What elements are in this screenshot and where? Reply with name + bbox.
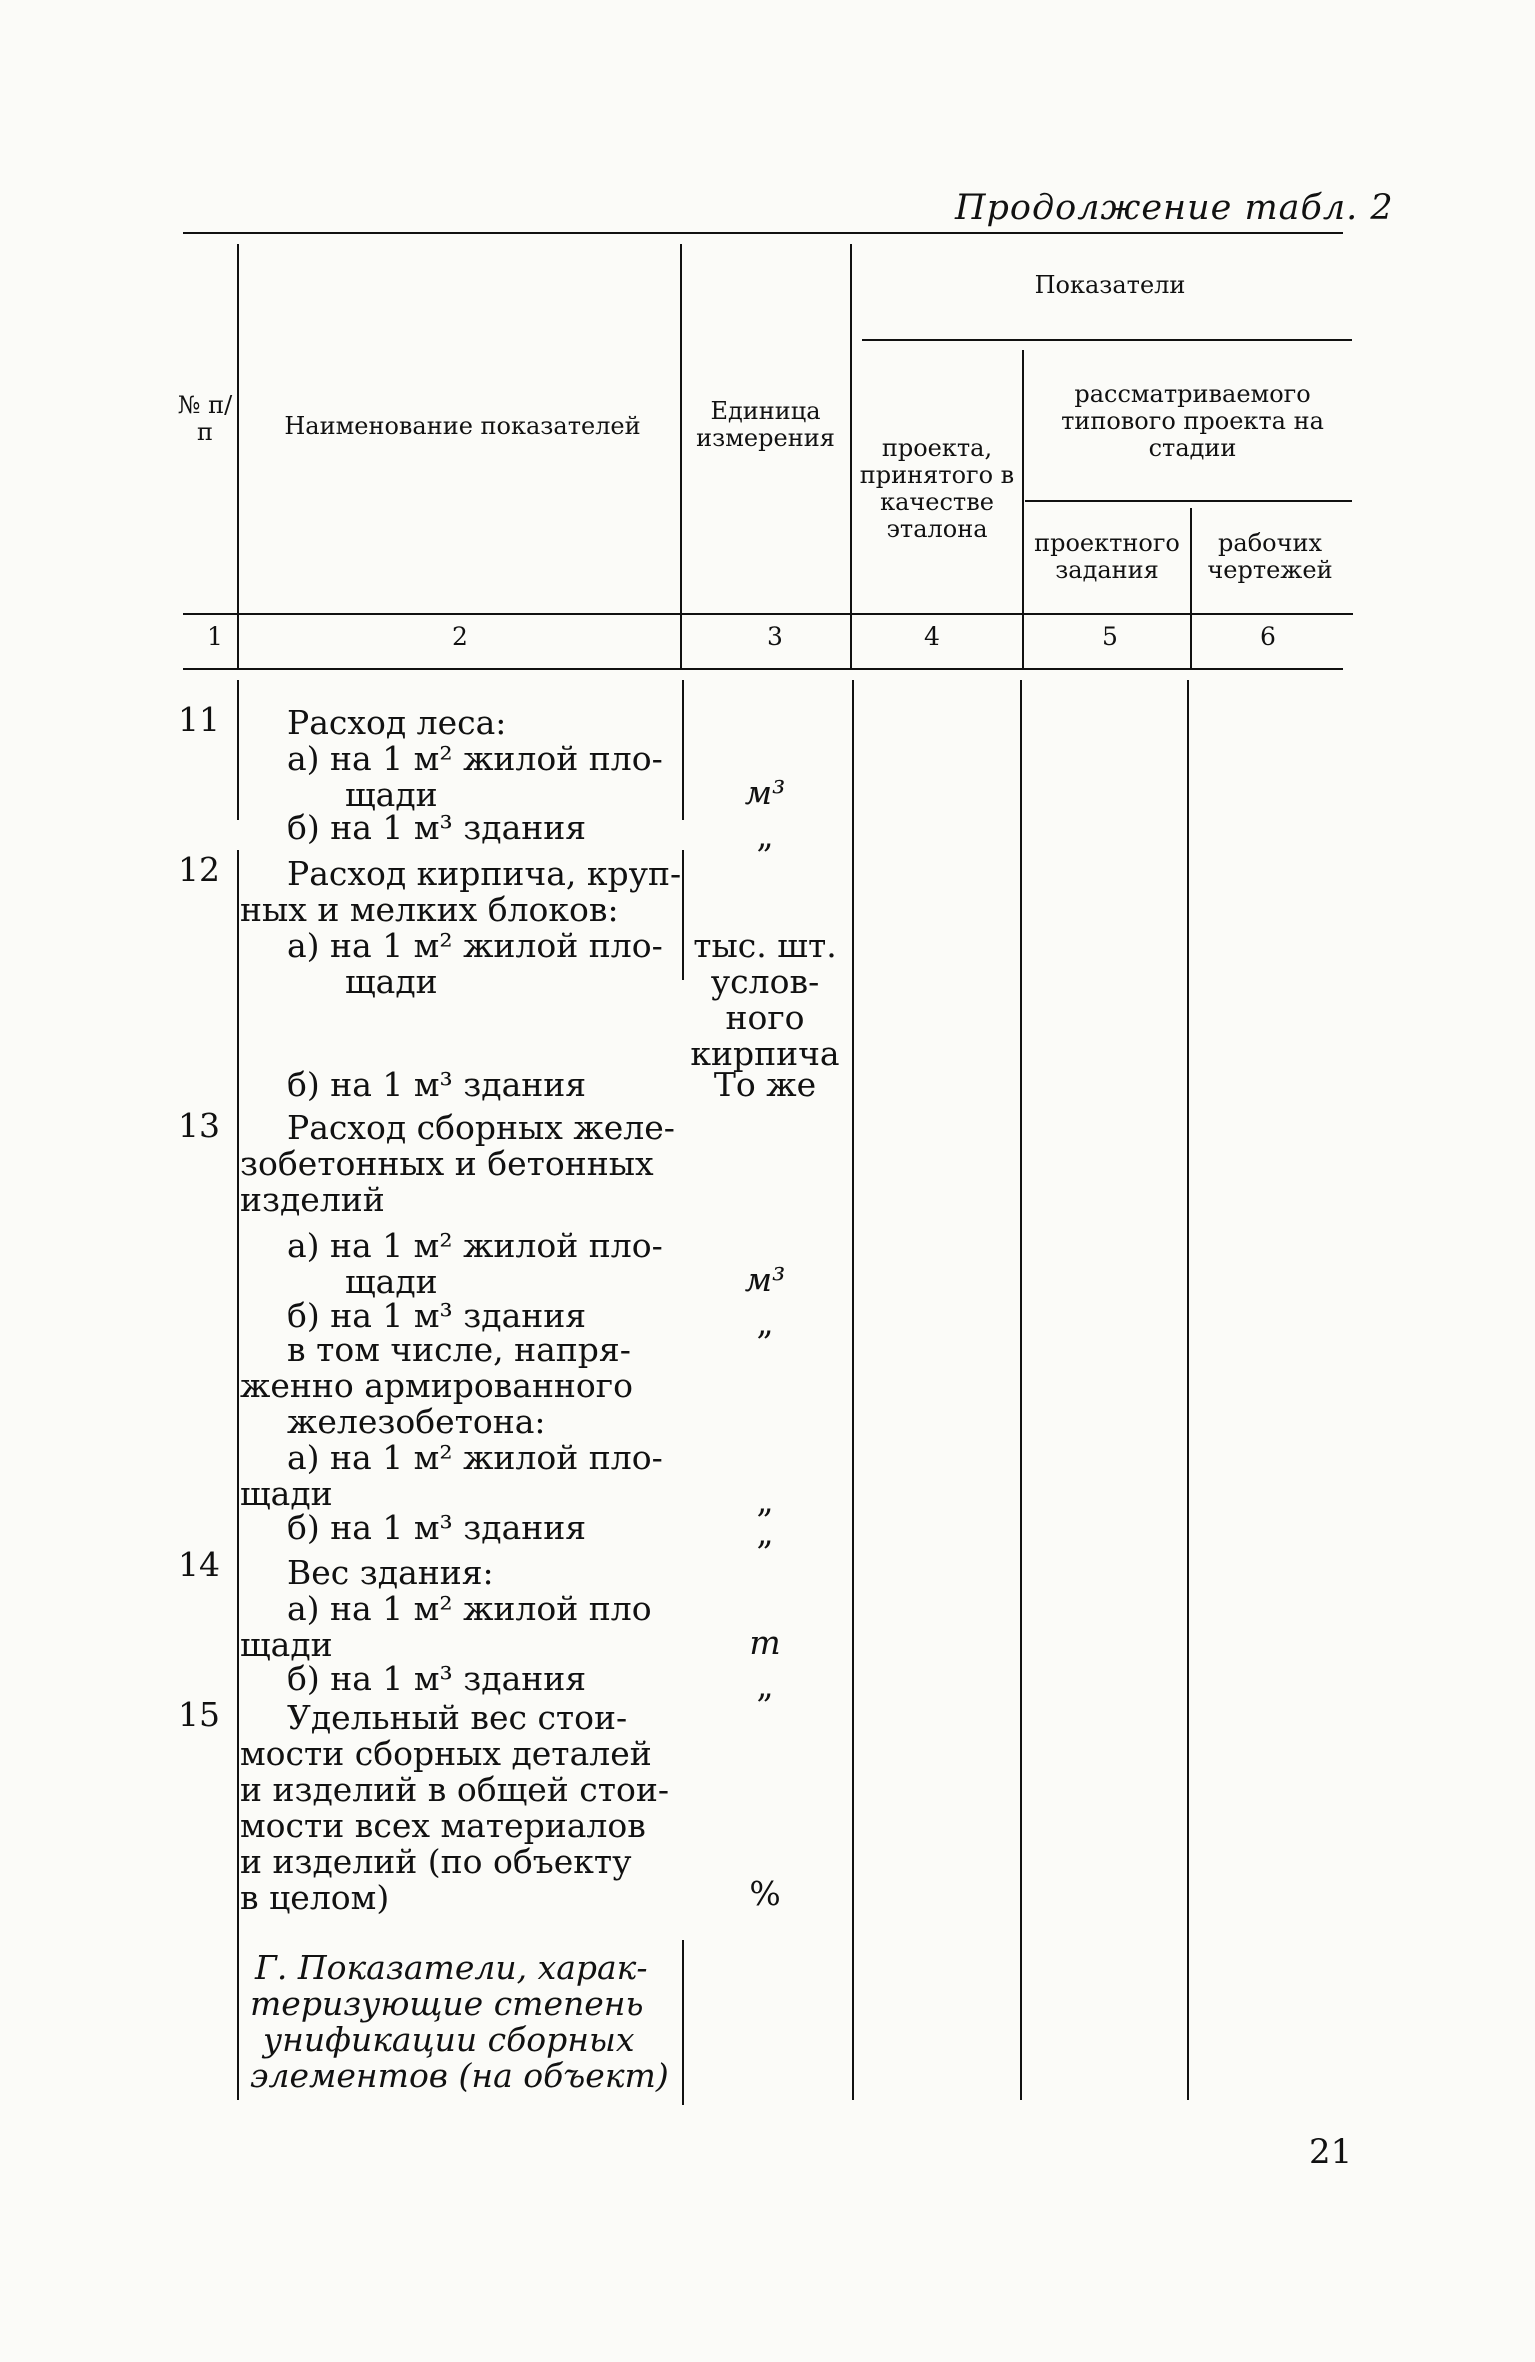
unit-value: т: [749, 1623, 781, 1662]
body-divider-4: [1020, 680, 1022, 2100]
body-divider-5: [1187, 680, 1189, 2100]
col-divider-5: [1190, 508, 1192, 669]
unit-value: тыс. шт.: [693, 926, 837, 965]
row-text: б) на 1 м³ здания: [287, 1659, 587, 1698]
row-text: мости сборных деталей: [240, 1734, 652, 1773]
row-text: железобетона:: [287, 1402, 546, 1441]
body-divider-2c: [682, 1940, 684, 2105]
row-text: Вес здания:: [287, 1553, 494, 1592]
unit-value: ного: [725, 998, 805, 1037]
unit-value: „: [756, 1481, 774, 1520]
table-caption: Продолжение табл. 2: [955, 188, 1394, 228]
unit-value: „: [756, 816, 774, 855]
unit-value: м³: [744, 773, 786, 812]
col-divider-1: [237, 244, 239, 669]
row-text: б) на 1 м³ здания: [287, 1296, 587, 1335]
header-design-stage: проектного задания: [1034, 529, 1180, 584]
unit-value: %: [749, 1874, 781, 1913]
section-g-heading: унификации сборных: [263, 2020, 635, 2059]
row-text: мости всех материалов: [240, 1806, 646, 1845]
section-g-heading: Г. Показатели, харак-: [255, 1948, 648, 1987]
unit-value: кирпича: [690, 1034, 840, 1073]
header-reference-project: проекта, принятого в качестве эталона: [859, 434, 1015, 543]
row-text: Расход леса:: [287, 703, 507, 742]
col-number-4: 4: [924, 622, 940, 651]
row-number: 11: [178, 700, 220, 739]
col-number-2: 2: [452, 622, 468, 651]
row-text: б) на 1 м³ здания: [287, 808, 587, 847]
unit-value: м³: [744, 1260, 786, 1299]
stage-rule: [1025, 500, 1352, 502]
row-text: Расход сборных желе-: [287, 1108, 675, 1147]
body-divider-2b: [682, 850, 684, 980]
header-name: Наименование показателей: [284, 412, 641, 440]
section-g-heading: теризующие степень: [250, 1984, 644, 2023]
body-divider-2a: [682, 680, 684, 820]
row-text: женно армированного: [240, 1366, 633, 1405]
row-text: б) на 1 м³ здания: [287, 1065, 587, 1104]
row-text: щади: [240, 1474, 333, 1513]
row-text: щади: [345, 775, 438, 814]
row-text: а) на 1 м² жилой пло-: [287, 1438, 663, 1477]
body-divider-1a: [237, 680, 239, 820]
row-text: щади: [345, 962, 438, 1001]
row-text: изделий: [240, 1180, 385, 1219]
body-divider-1b: [237, 850, 239, 2100]
numbers-bottom-rule: [183, 668, 1343, 670]
unit-value: То же: [713, 1065, 817, 1104]
row-number: 14: [178, 1545, 220, 1584]
table-top-rule: [183, 232, 1343, 234]
row-text: б) на 1 м³ здания: [287, 1508, 587, 1547]
header-working-drawings: рабочих чертежей: [1207, 529, 1333, 584]
row-text: Удельный вес стои-: [287, 1698, 628, 1737]
row-number: 12: [178, 850, 220, 889]
row-text: а) на 1 м² жилой пло-: [287, 926, 663, 965]
section-g-heading: элементов (на объект): [250, 2056, 669, 2095]
row-number: 13: [178, 1106, 220, 1145]
header-indicators: Показатели: [1034, 271, 1186, 299]
col-divider-2: [680, 244, 682, 669]
col-number-1: 1: [207, 622, 223, 651]
row-text: в целом): [240, 1878, 390, 1917]
header-unit: Единица измерения: [696, 397, 835, 452]
col-number-3: 3: [767, 622, 783, 651]
body-divider-3: [852, 680, 854, 2100]
page-number: 21: [1309, 2132, 1353, 2172]
unit-value: „: [756, 1666, 774, 1705]
row-text: и изделий (по объекту: [240, 1842, 632, 1881]
col-number-5: 5: [1102, 622, 1118, 651]
row-text: щади: [345, 1262, 438, 1301]
header-bottom-rule: [183, 613, 1353, 615]
col-divider-4: [1022, 350, 1024, 669]
row-text: в том числе, напря-: [287, 1330, 631, 1369]
header-considered-project: рассматриваемого типового проекта на стадии: [1061, 380, 1324, 462]
row-text: а) на 1 м² жилой пло-: [287, 1226, 663, 1265]
row-text: а) на 1 м² жилой пло: [287, 1589, 652, 1628]
row-text: Расход кирпича, круп-: [287, 854, 682, 893]
row-number: 15: [178, 1695, 220, 1734]
unit-value: услов-: [710, 962, 820, 1001]
col-number-6: 6: [1260, 622, 1276, 651]
unit-value: „: [756, 1303, 774, 1342]
row-text: щади: [240, 1625, 333, 1664]
unit-value: „: [756, 1513, 774, 1552]
row-text: ных и мелких блоков:: [240, 890, 619, 929]
indicators-rule: [862, 339, 1352, 341]
row-text: и изделий в общей стои-: [240, 1770, 670, 1809]
row-text: а) на 1 м² жилой пло-: [287, 739, 663, 778]
row-text: зобетонных и бетонных: [240, 1144, 654, 1183]
header-num: № п/п: [177, 391, 233, 446]
